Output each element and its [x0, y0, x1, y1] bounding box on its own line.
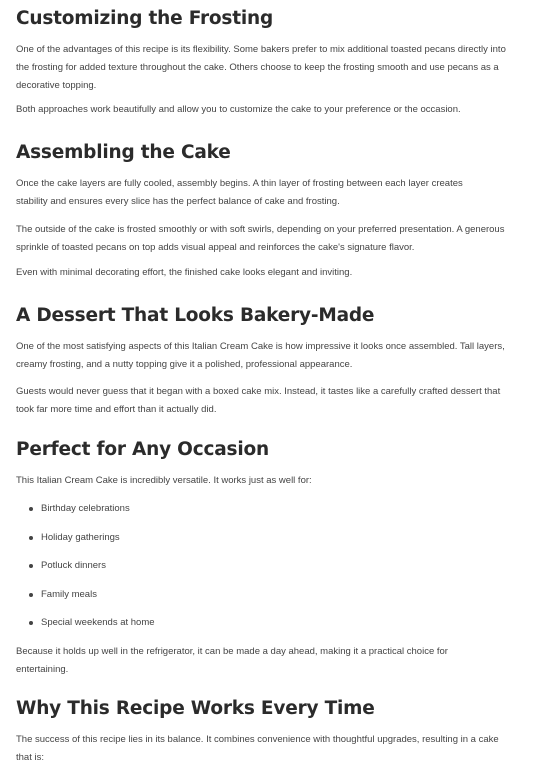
section-heading-bakery-made: A Dessert That Looks Bakery-Made	[16, 305, 375, 326]
list-item: Family meals	[41, 586, 97, 604]
paragraph: Once the cake layers are fully cooled, assembly begins. A thin layer of frosting between each layer creates stability and ensures every slice has the perfect balance of cake and frosting.	[16, 178, 463, 207]
paragraph: This Italian Cream Cake is incredibly versatile. It works just as well for:	[16, 475, 312, 486]
paragraph: Because it holds up well in the refrigerator, it can be made a day ahead, making it a practical choice for entertaining.	[16, 646, 448, 675]
section-heading-customizing-frosting: Customizing the Frosting	[16, 8, 273, 29]
list-item: Special weekends at home	[41, 614, 155, 632]
paragraph: The success of this recipe lies in its balance. It combines convenience with thoughtful upgrades, resulting in a cake that is:	[16, 734, 499, 763]
section-heading-assembling-cake: Assembling the Cake	[16, 142, 231, 163]
list-item: Potluck dinners	[41, 557, 106, 575]
paragraph: Even with minimal decorating effort, the finished cake looks elegant and inviting.	[16, 267, 353, 278]
paragraph: One of the advantages of this recipe is its flexibility. Some bakers prefer to mix additional toasted pecans directly into the frosting for added texture throughout the cake. Others choose to keep the frosting smooth and use pecans as a decorative topping.	[16, 44, 506, 91]
section-heading-any-occasion: Perfect for Any Occasion	[16, 439, 269, 460]
paragraph: The outside of the cake is frosted smoothly or with soft swirls, depending on your preferred presentation. A generous sprinkle of toasted pecans on top adds visual appeal and reinforces the cake's signature flavor.	[16, 224, 505, 253]
list-item: Holiday gatherings	[41, 529, 120, 547]
list-item: Birthday celebrations	[41, 500, 130, 518]
paragraph: Both approaches work beautifully and allow you to customize the cake to your preference or the occasion.	[16, 104, 461, 115]
paragraph: Guests would never guess that it began with a boxed cake mix. Instead, it tastes like a carefully crafted dessert that took far more time and effort than it actually did.	[16, 386, 501, 415]
section-heading-why-recipe-works: Why This Recipe Works Every Time	[16, 698, 375, 719]
paragraph: One of the most satisfying aspects of this Italian Cream Cake is how impressive it looks once assembled. Tall layers, creamy frosting, and a nutty topping give it a polished, professional appearance.	[16, 341, 505, 370]
